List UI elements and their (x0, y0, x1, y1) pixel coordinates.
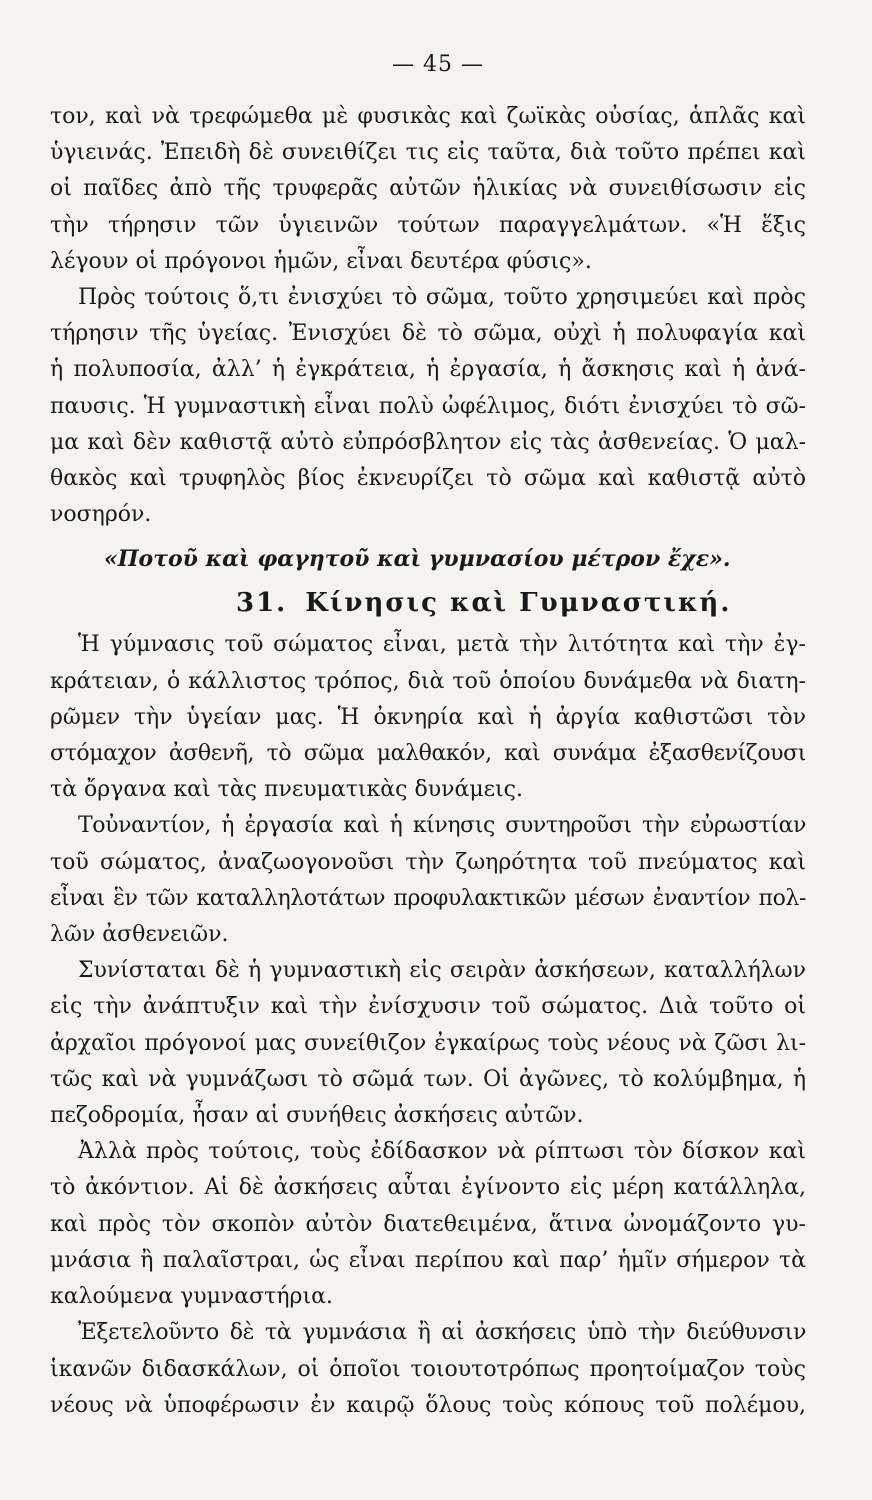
text-line: ἱκανῶν διδασκάλων, οἱ ὁποῖοι τοιουτοτρόπως προητοίμαζον τοὺς (50, 1356, 806, 1382)
text-line: τήρησιν τῆς ὑγείας. Ἐνισχύει δὲ τὸ σῶμα, οὐχὶ ἡ πολυφαγία καὶ (50, 321, 806, 347)
text-line: εἰς τὴν ἀνάπτυξιν καὶ τὴν ἐνίσχυσιν τοῦ σώματος. Διὰ τοῦτο οἱ (50, 994, 806, 1020)
text-line: μνάσια ἢ παλαῖστραι, ὡς εἶναι περίπου καὶ παρ’ ἡμῖν σήμερον τὰ (50, 1247, 806, 1273)
paragraph-teachers (50, 1315, 806, 1424)
text-line: ὑγιεινάς. Ἐπειδὴ δὲ συνειθίζει τις εἰς ταῦτα, διὰ τοῦτο πρέπει καὶ (50, 140, 806, 166)
text-line: παυσις. Ἡ γυμναστικὴ εἶναι πολὺ ὠφέλιμος, διότι ἐνισχύει τὸ σῶ- (50, 393, 806, 419)
text-line: τὰ ὄργανα καὶ τὰς πνευματικὰς δυνάμεις. (50, 777, 523, 803)
text-line: νοσηρόν. (50, 502, 152, 528)
text-line: Ἀλλὰ πρὸς τούτοις, τοὺς ἐδίδασκον νὰ ρίπτωσι τὸν δίσκον καὶ (78, 1139, 806, 1165)
text-line: εἶναι ἓν τῶν καταλληλοτάτων προφυλακτικῶν μέσων ἐναντίον πολ- (50, 885, 806, 911)
text-line: πεζοδρομία, ἦσαν αἱ συνήθεις ἀσκήσεις αὐτῶν. (50, 1103, 584, 1129)
text-line: στόμαχον ἀσθενῆ, τὸ σῶμα μαλθακόν, καὶ συνάμα ἐξασθενίζουσι (50, 741, 806, 767)
text-line: τῶς καὶ νὰ γυμνάζωσι τὸ σῶμά των. Οἱ ἀγῶνες, τὸ κολύμβημα, ἡ (50, 1066, 806, 1092)
paragraph-intro (50, 99, 806, 280)
text-line: Συνίσταται δὲ ἡ γυμναστικὴ εἰς σειρὰν ἀσκήσεων, καταλλήλων (78, 958, 806, 984)
text-line: θακὸς καὶ τρυφηλὸς βίος ἐκνευρίζει τὸ σῶμα καὶ καθιστᾷ αὐτὸ (50, 466, 806, 492)
section-heading (50, 585, 806, 621)
text-line: Ἐξετελοῦντο δὲ τὰ γυμνάσια ἢ αἱ ἀσκήσεις ὑπὸ τὴν διεύθυνσιν (78, 1320, 806, 1346)
text-line: τὴν τήρησιν τῶν ὑγιεινῶν τούτων παραγγελμάτων. «Ἡ ἕξις (50, 212, 806, 238)
text-line: νέους νὰ ὑποφέρωσιν ἐν καιρῷ ὅλους τοὺς κόπους τοῦ πολέμου, (50, 1392, 806, 1418)
paragraph-gymnastics (50, 953, 806, 1134)
section-title: Κίνησις καὶ Γυμναστική. (305, 588, 732, 619)
text-line: τὸ ἀκόντιον. Αἱ δὲ ἀσκήσεις αὗται ἐγίνοντο εἰς μέρη κατάλληλα, (50, 1175, 806, 1201)
maxim-quote: «Ποτοῦ καὶ φαγητοῦ καὶ γυμνασίου μέτρον ἔχε». (104, 546, 731, 573)
text-line: λῶν ἀσθενειῶν. (50, 922, 229, 948)
text-line: Τοὐναντίον, ἡ ἐργασία καὶ ἡ κίνησις συντηροῦσι τὴν εὐρωστίαν (78, 813, 806, 839)
text-line: ρῶμεν τὴν ὑγείαν μας. Ἡ ὀκνηρία καὶ ἡ ἀργία καθιστῶσι τὸν (50, 704, 806, 730)
text-line: κράτειαν, ὁ κάλλιστος τρόπος, διὰ τοῦ ὁποίου δυνάμεθα νὰ διατη- (50, 668, 806, 694)
paragraph-exercise (50, 627, 806, 808)
page-number: — 45 — (392, 52, 484, 77)
text-line: Ἡ γύμνασις τοῦ σώματος εἶναι, μετὰ τὴν λιτότητα καὶ τὴν ἐγ- (78, 632, 806, 658)
section-number: 31. (236, 588, 288, 619)
paragraph-work (50, 808, 806, 953)
text-line: οἱ παῖδες ἀπὸ τῆς τρυφερᾶς αὐτῶν ἡλικίας νὰ συνειθίσωσιν εἰς (50, 176, 806, 202)
text-line: μα καὶ δὲν καθιστᾷ αὐτὸ εὐπρόσβλητον εἰς τὰς ἀσθενείας. Ὁ μαλ- (50, 429, 806, 455)
text-line: Πρὸς τούτοις ὅ,τι ἐνισχύει τὸ σῶμα, τοῦτο χρησιμεύει καὶ πρὸς (78, 285, 806, 311)
text-line: καὶ πρὸς τὸν σκοπὸν αὐτὸν διατεθειμένα, ἅτινα ὠνομάζοντο γυ- (50, 1211, 806, 1237)
text-line: ἡ πολυποσία, ἀλλ’ ἡ ἐγκράτεια, ἡ ἐργασία, ἡ ἄσκησις καὶ ἡ ἀνά- (50, 357, 806, 383)
text-line: λέγουν οἱ πρόγονοι ἡμῶν, εἶναι δευτέρα φύσις». (50, 248, 592, 274)
text-line: καλούμενα γυμναστήρια. (50, 1284, 333, 1310)
paragraph-strength (50, 280, 806, 533)
paragraph-discus (50, 1134, 806, 1315)
text-line: τον, καὶ νὰ τρεφώμεθα μὲ φυσικὰς καὶ ζωϊκὰς οὐσίας, ἁπλᾶς καὶ (50, 104, 806, 129)
text-line: ἀρχαῖοι πρόγονοί μας συνείθιζον ἐγκαίρως τοὺς νέους νὰ ζῶσι λι- (50, 1030, 806, 1056)
text-line: τοῦ σώματος, ἀναζωογονοῦσι τὴν ζωηρότητα τοῦ πνεύματος καὶ (50, 849, 806, 875)
